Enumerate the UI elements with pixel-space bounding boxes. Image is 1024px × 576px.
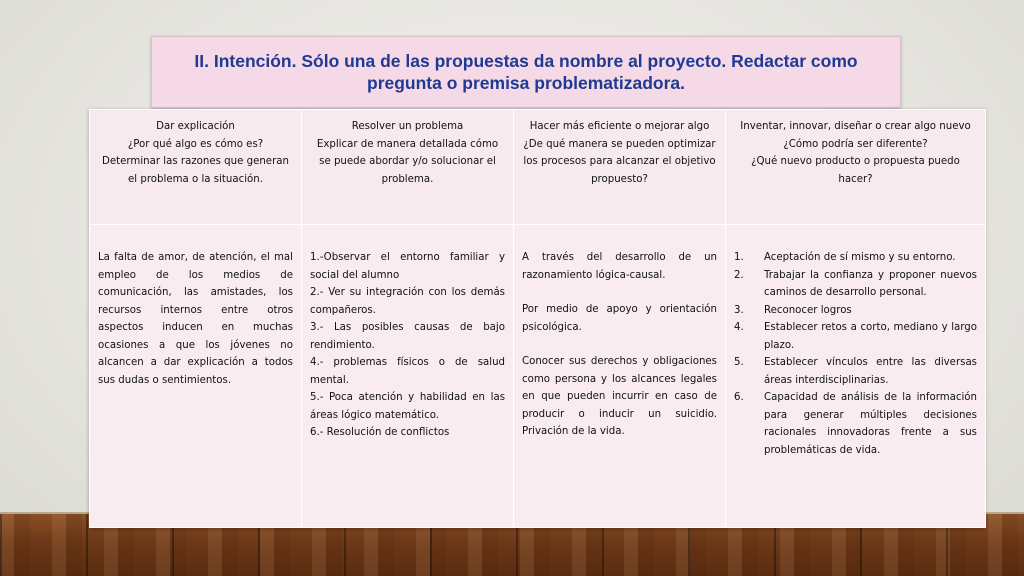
proposals-table-container — [89, 109, 985, 528]
list-item — [734, 267, 977, 302]
list-text: Establecer vínculos entre las diversas áreas interdisciplinarias. — [764, 357, 977, 386]
list-text: Capacidad de análisis de la información para generar múltiples decisiones racionales innovadoras frente a sus problemáticas de vida. — [764, 392, 977, 456]
body-cell-explain — [90, 225, 302, 528]
list-number: 1. — [734, 252, 744, 263]
table-body-row — [90, 225, 986, 528]
header-cell-explain — [90, 110, 302, 225]
body-paragraph: La falta de amor, de atención, el mal empleo de los medios de comunicación, las amistades, los recursos internos entre otros aspectos inducen en muchas ocasiones a que los jóvenes no alcancen a dar explicación a todos sus dudas o sentimientos. — [98, 252, 293, 386]
list-item — [734, 249, 977, 267]
innovation-list — [734, 249, 977, 459]
body-line: 5.- Poca atención y habilidad en las áreas lógico matemático. — [310, 392, 505, 421]
list-text: Trabajar la confianza y proponer nuevos caminos de desarrollo personal. — [764, 269, 977, 298]
header-cell-innovate — [726, 110, 986, 225]
proposals-table — [89, 109, 986, 528]
list-item — [734, 354, 977, 389]
body-line: 2.- Ver su integración con los demás compañeros. — [310, 287, 505, 316]
header-line: ¿Qué nuevo producto o propuesta puedo hacer? — [751, 156, 960, 185]
header-line: ¿Cómo podría ser diferente? — [783, 138, 928, 150]
spacer — [522, 284, 717, 301]
table-header-row — [90, 110, 986, 225]
body-line: 3.- Las posibles causas de bajo rendimiento. — [310, 322, 505, 351]
body-cell-innovate — [726, 225, 986, 528]
header-line: Explicar de manera detallada cómo se puede abordar y/o solucionar el problema. — [316, 138, 499, 185]
header-line: ¿Por qué algo es cómo es? — [127, 138, 264, 150]
header-line: Hacer más eficiente o mejorar algo — [529, 121, 710, 132]
list-number: 5. — [734, 357, 744, 368]
list-number: 6. — [734, 392, 744, 403]
list-item — [734, 389, 977, 459]
body-cell-improve — [514, 225, 726, 528]
header-line: Inventar, innovar, diseñar o crear algo nuevo — [740, 121, 971, 132]
body-line: 4.- problemas físicos o de salud mental. — [310, 357, 505, 386]
body-paragraph: A través del desarrollo de un razonamiento lógica-causal. — [522, 252, 717, 281]
header-line: Dar explicación — [156, 121, 235, 132]
slide-title: II. Intención. Sólo una de las propuestas da nombre al proyecto. Redactar como pregunta o premisa problematizadora. — [194, 51, 858, 93]
list-number: 3. — [734, 304, 744, 316]
header-line: Resolver un problema — [351, 121, 464, 132]
body-line: 6.- Resolución de conflictos — [310, 427, 450, 438]
title-box — [151, 36, 901, 108]
body-paragraph: Por medio de apoyo y orientación psicológica. — [522, 304, 717, 333]
header-cell-improve — [514, 110, 726, 225]
spacer — [522, 336, 717, 353]
list-item — [734, 302, 977, 320]
header-line: Determinar las razones que generan el problema o la situación. — [102, 156, 289, 185]
header-line: ¿De qué manera se pueden optimizar los procesos para alcanzar el objetivo propuesto? — [523, 138, 716, 185]
body-line: 1.-Observar el entorno familiar y social del alumno — [310, 252, 505, 281]
list-number: 2. — [734, 269, 744, 281]
list-text: Reconocer logros — [764, 304, 852, 316]
body-cell-solve — [302, 225, 514, 528]
list-number: 4. — [734, 322, 744, 333]
body-paragraph: Conocer sus derechos y obligaciones como persona y los alcances legales en que pueden incurrir en caso de producir o inducir un suicidio. Privación de la vida. — [522, 356, 717, 437]
list-text: Aceptación de sí mismo y su entorno. — [764, 252, 956, 263]
list-item — [734, 319, 977, 354]
header-cell-solve — [302, 110, 514, 225]
list-text: Establecer retos a corto, mediano y largo plazo. — [764, 322, 977, 351]
